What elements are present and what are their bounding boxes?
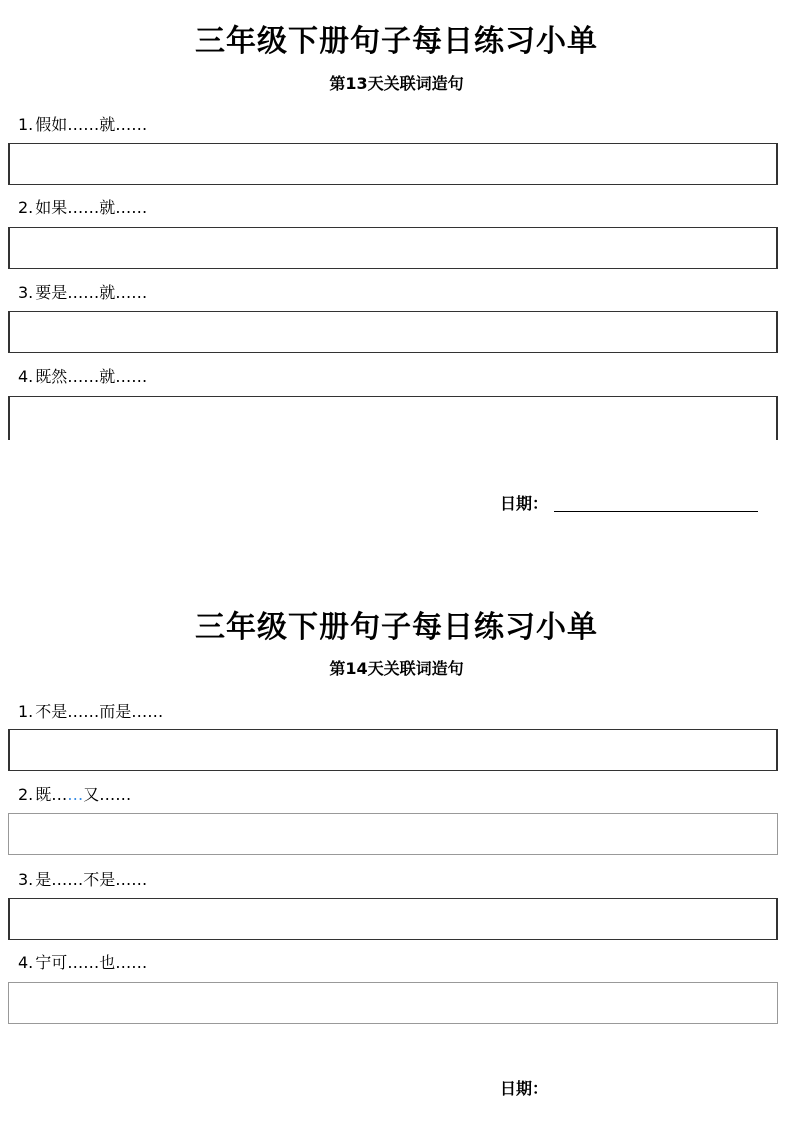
date-label: 日期：	[500, 494, 549, 513]
worksheet-subtitle: 第14天关联词造句	[329, 659, 464, 678]
question-number: 3.	[18, 870, 34, 889]
worksheet-title: 三年级下册句子每日练习小单	[195, 24, 598, 59]
question-text: 要是……就……	[35, 283, 148, 302]
date-blank-line[interactable]	[554, 511, 758, 512]
question-number: 4.	[18, 953, 34, 972]
question-1-label	[18, 114, 147, 136]
question-text: 如果……就……	[35, 198, 148, 217]
answer-box-2[interactable]	[8, 813, 778, 855]
date-label: 日期：	[500, 1079, 549, 1098]
question-text: 不是……而是……	[35, 702, 164, 721]
answer-box-1[interactable]	[8, 143, 778, 185]
question-text: 是……不是……	[35, 870, 148, 889]
question-number: 3.	[18, 283, 34, 302]
worksheet-title: 三年级下册句子每日练习小单	[195, 610, 598, 645]
question-number: 1.	[18, 115, 34, 134]
question-2-label	[18, 784, 131, 806]
question-3-label	[18, 869, 147, 891]
question-text-dots: …	[67, 785, 84, 804]
question-1-label	[18, 701, 163, 723]
answer-box-2[interactable]	[8, 227, 778, 269]
answer-box-4[interactable]	[8, 396, 778, 440]
question-text-part: 既…	[35, 785, 68, 804]
answer-box-3[interactable]	[8, 311, 778, 353]
question-text: 既然……就……	[35, 367, 148, 386]
question-number: 2.	[18, 198, 34, 217]
question-3-label	[18, 282, 147, 304]
worksheet-subtitle: 第13天关联词造句	[329, 74, 464, 93]
question-number: 4.	[18, 367, 34, 386]
question-number: 2.	[18, 785, 34, 804]
question-4-label	[18, 366, 147, 388]
answer-box-4[interactable]	[8, 982, 778, 1024]
question-text-part: 又……	[83, 785, 132, 804]
question-4-label	[18, 952, 147, 974]
answer-box-3[interactable]	[8, 898, 778, 940]
question-number: 1.	[18, 702, 34, 721]
question-text: 宁可……也……	[35, 953, 148, 972]
question-text: 假如……就……	[35, 115, 148, 134]
answer-box-1[interactable]	[8, 729, 778, 771]
question-2-label	[18, 197, 147, 219]
